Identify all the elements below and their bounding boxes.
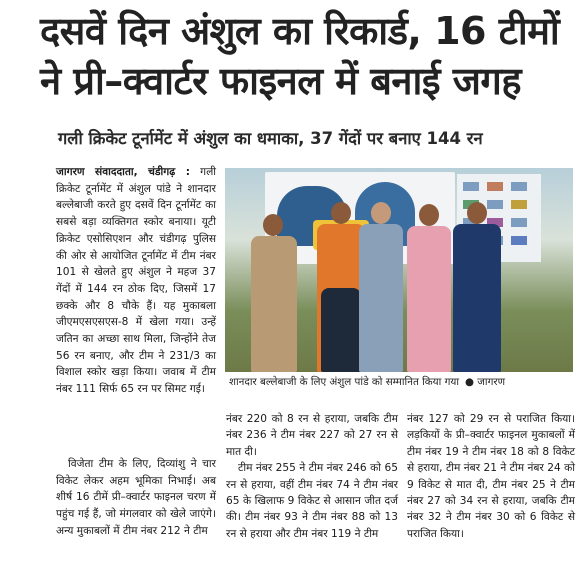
caption-credit: ● जागरण (465, 376, 506, 388)
article-column-1 (56, 164, 216, 398)
paragraph-3: नंबर 220 को 8 रन से हराया, जबकि टीम नंबर 236 ने टीम नंबर 227 को 27 रन से मात दी। (226, 413, 398, 458)
paragraph-5: नंबर 127 को 29 रन से पराजित किया। लड़कियों के प्री–क्वार्टर फाइनल मुकाबलों में टीम नंबर 19 ने टीम नंबर 18 को 8 विकेट से हराया, टीम नंबर 21 ने टीम नंबर 24 को 9 विकेट से मात दी, टीम नंबर 25 ने टीम नंबर 27 को 34 रन से हराया, जबकि टीम नंबर 32 ने टीम नंबर 30 को 6 विकेट से पराजित किया। (407, 413, 575, 540)
award-photo (225, 168, 573, 372)
headline: दसवें दिन अंशुल का रिकार्ड, 16 टीमों ने प्री–क्वार्टर फाइनल में बनाई जगह (40, 9, 560, 103)
officer-figure (251, 236, 297, 372)
guest-figure-1 (359, 224, 403, 372)
subheadline: गली क्रिकेट टूर्नामेंट में अंशुल का धमाका, 37 गेंदों पर बनाए 144 रन (58, 129, 483, 148)
guest-figure-3 (453, 224, 501, 372)
article-column-1-continued (56, 456, 216, 540)
paragraph-2: विजेता टीम के लिए, दिव्यांशु ने चार विकेट लेकर अहम भूमिका निभाई। अब शीर्ष 16 टीमें प्री–क्वार्टर फाइनल चरण में पहुंच गई हैं, जो मंगलवार को खेले जाएंगे। अन्य मुकाबलों में टीम नंबर 212 ने टीम (56, 458, 216, 537)
paragraph-4: टीम नंबर 255 ने टीम नंबर 246 को 65 रन से हराया, वहीं टीम नंबर 74 ने टीम नंबर 65 के खिलाफ 9 विकेट से आसान जीत दर्ज की। टीम नंबर 93 ने टीम नंबर 88 को 13 रन से हराया और टीम नंबर 119 ने टीम (226, 462, 398, 540)
article-column-3 (226, 411, 398, 542)
caption-text: शानदार बल्लेबाजी के लिए अंशुल पांडे को सम्मानित किया गया (229, 376, 460, 388)
photo-caption (225, 373, 573, 392)
article-column-4 (407, 411, 575, 542)
dateline: जागरण संवाददाता, चंडीगढ़ : (56, 166, 190, 178)
paragraph-1: गली क्रिकेट टूर्नामेंट में अंशुल पांडे ने शानदार बल्लेबाजी करते हुए दसवें दिन टूर्नामेंट का सबसे बड़ा व्यक्तिगत स्कोर बनाया। यूटी क्रिकेट एसोसिएशन और चंडीगढ़ पुलिस की ओर से आयोजित टूर्नामेंट में टीम नंबर 101 से खेलते हुए अंशुल ने महज 37 गेंदों में 144 रन ठोक दिए, जिसमें 17 छक्के और 8 चौके हैं। यह मुकाबला जीएमएसएसएस-8 में खेला गया। उन्हें जतिन का अच्छा साथ मिला, जिन्होंने तेज 56 रन बनाए, और टीम ने 231/3 का विशाल स्कोर खड़ा किया। जवाब में टीम नंबर 111 सिर्फ 65 रन पर सिमट गई। (56, 166, 216, 396)
guest-figure-2 (407, 226, 451, 372)
